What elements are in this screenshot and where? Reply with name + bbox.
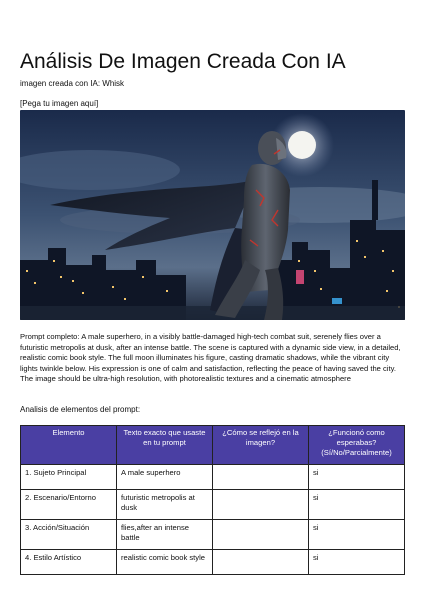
paste-image-placeholder: [Pega tu imagen aquí]: [20, 99, 99, 108]
table-header-row: [21, 426, 405, 465]
cell-reflection[interactable]: [213, 550, 309, 575]
cell-element[interactable]: 1. Sujeto Principal: [21, 465, 117, 490]
cell-element[interactable]: 2. Escenario/Entorno: [21, 490, 117, 520]
cell-prompt-text[interactable]: futuristic metropolis at dusk: [117, 490, 213, 520]
generated-image: [20, 110, 405, 320]
prompt-analysis-table: [20, 425, 405, 575]
cell-prompt-text[interactable]: A male superhero: [117, 465, 213, 490]
cell-prompt-text[interactable]: flies,after an intense battle: [117, 520, 213, 550]
cell-worked[interactable]: si: [309, 550, 405, 575]
header-prompt-text: Texto exacto que usaste en tu prompt: [117, 426, 213, 465]
created-with-note: imagen creada con IA: Whisk: [20, 79, 125, 88]
cell-element[interactable]: 4. Estilo Artístico: [21, 550, 117, 575]
table-row: [21, 490, 405, 520]
cell-worked[interactable]: si: [309, 465, 405, 490]
cell-reflection[interactable]: [213, 490, 309, 520]
cell-worked[interactable]: si: [309, 520, 405, 550]
table-row: [21, 520, 405, 550]
header-worked: ¿Funcionó como esperabas? (Sí/No/Parcialmente): [309, 426, 405, 465]
cell-reflection[interactable]: [213, 520, 309, 550]
cell-element[interactable]: 3. Acción/Situación: [21, 520, 117, 550]
cell-worked[interactable]: si: [309, 490, 405, 520]
analysis-label: Analisis de elementos del prompt:: [20, 405, 141, 414]
table-row: [21, 465, 405, 490]
cell-reflection[interactable]: [213, 465, 309, 490]
prompt-text: Prompt completo: A male superhero, in a visibly battle-damaged high-tech combat suit, serenely flies over a futuristic metropolis at dusk, after an intense battle. The scene is captured with a dynamic side view, in a detailed, realistic comic book style. The full moon illuminates his figure, casting dramatic shadows, while the vibrant city lights twinkle below. His expression is one of calm and satisfaction, reflecting the peace of having saved the city. The image should be ultra-high resolution, with photorealistic textures and a cinematic atmosphere: [20, 332, 401, 384]
cell-prompt-text[interactable]: realistic comic book style: [117, 550, 213, 575]
header-reflection: ¿Cómo se reflejó en la imagen?: [213, 426, 309, 465]
table-row: [21, 550, 405, 575]
page-title: Análisis De Imagen Creada Con IA: [20, 50, 346, 73]
header-element: Elemento: [21, 426, 117, 465]
